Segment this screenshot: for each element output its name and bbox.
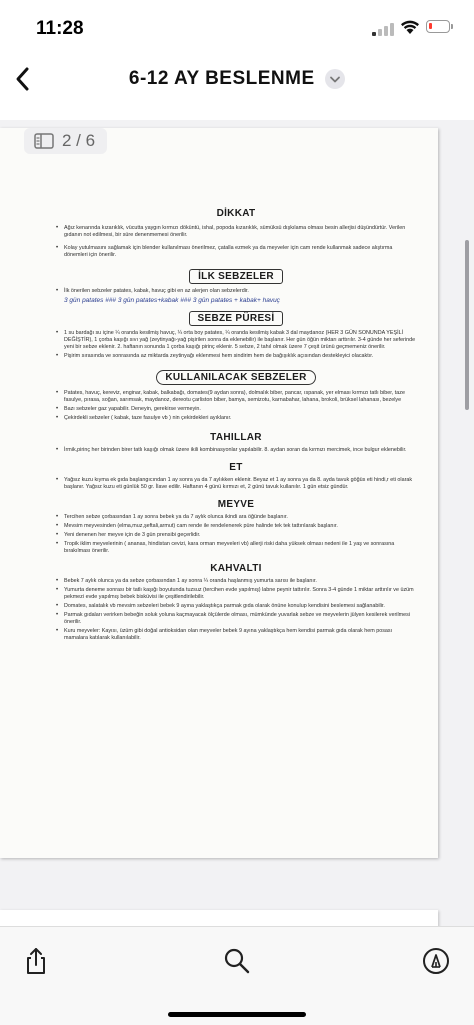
list-item: • Mevsim meyvesinden (elma,muz,şeftali,armut) cam rende ile rendelenerek püre halinde tek tek tattırılarak başlanır.: [56, 523, 416, 530]
page-counter-label: 2 / 6: [62, 131, 96, 150]
list-item: • Bebek 7 aylık olunca ya da sebze çorbasından 1 ay sonra ¼ oranda haşlanmış yumurta sarısı ile başlanır.: [56, 578, 416, 585]
meyve-heading: MEYVE: [217, 499, 255, 510]
list-item: • Ağız kenarında kızarıklık, vücutta yaygın kırmızı döküntü, ishal, popoda kızarıklık, sümüksü dışkılama olması besin allerjisi düşündürtür. Verilen gıdanın not edilmesi, bir süre denenmemesi önerilir.: [56, 225, 416, 239]
document-viewer[interactable]: [0, 120, 474, 926]
tahillar-heading: TAHILLAR: [210, 432, 262, 443]
ilk-sebzeler-heading: İLK SEBZELER: [189, 269, 283, 284]
page-content: [56, 208, 416, 644]
title-menu[interactable]: [0, 68, 474, 90]
handwritten-note: 3 gün patates ### 3 gün patates+kabak ### 3 gün patates + kabak+ havuç: [64, 297, 280, 304]
list-item: • Kuru meyveler: Kayısı, üzüm gibi doğal antioksidan olan meyveler bebek 9 ayına yaklaştıkça hem kendisi parmak gıda olarak hem posası mamalara katılarak kullanılabilir.: [56, 628, 416, 642]
kullanilacak-sebzeler-heading: KULLANILACAK SEBZELER: [156, 370, 315, 385]
list-item: • Domates, salatalık vb mevsim sebzeleri bebek 9 ayına yaklaştıkça parmak gıda olarak önüne konulup kendisini beslemesi sağlanabilir.: [56, 603, 416, 610]
chevron-down-icon[interactable]: [325, 69, 345, 89]
list-item: • Pişirim sırasında ve sonrasında az miktarda zeytinyağı eklenmesi hem sindirim hem de bağışıklık açısından destekleyici olacaktır.: [56, 353, 416, 360]
list-item: • Yumurta deneme sonrası bir tatlı kaşığı boyutunda tuzsuz (tercihen evde yapılmış) labne peynir tattırılır. Sonra 3-4 günde 1 miktar arttırılır ve üzüm pekmezi evde yapılmış bebek bisküvisi ile çeşitlendirilebilir.: [56, 587, 416, 601]
home-indicator[interactable]: [168, 1012, 306, 1017]
list-item: • İrmik,pirinç her birinden birer tatlı kaşığı olmak üzere ikili kombinasyonlar yapılabilir. 8. aydan soran da kırmızı mercimek, ince bulgur eklenebilir.: [56, 447, 416, 454]
page-thumbnails-icon: [34, 133, 54, 149]
kahvalti-heading: KAHVALTI: [210, 563, 262, 574]
et-heading: ET: [229, 462, 243, 473]
markup-pen-icon[interactable]: [422, 947, 450, 975]
status-time: 11:28: [36, 18, 84, 39]
list-item: • Çekirdekli sebzeler ( kabak, taze fasulye vb ) nin çekirdekleri ayıklanır.: [56, 415, 416, 422]
sebze-puresi-heading: SEBZE PÜRESİ: [189, 311, 284, 326]
document-page: [0, 128, 438, 858]
list-item: • Kolay yutulmasını sağlamak için blender kullanılması önerilmez, çatalla ezmek ya da meyveler için cam rende kullanmak sadece alıştırma dönemleri için önerilir.: [56, 245, 416, 259]
search-icon[interactable]: [223, 947, 251, 975]
document-title: 6-12 AY BESLENME: [128, 68, 315, 89]
list-item: • İlk önerilen sebzeler patates, kabak, havuç gibi en az alerjen olan sebzelerdir.: [56, 288, 416, 295]
list-item: • Tropik iklim meyvelerinin ( ananas, hindistan cevizi, kara orman meyveleri vb) allerji riski daha yüksek olması nedeni ile 1 yaş ve sonrasına bırakılması önerilir.: [56, 541, 416, 555]
list-item: • Bazı sebzeler gaz yapabilir. Deneyin, gerekirse vermeyin.: [56, 406, 416, 413]
dikkat-heading: DİKKAT: [216, 208, 256, 219]
list-item: • Parmak gıdaları verirken bebeğin soluk yoluna kaçmayacak ölçülerde olması, mümkünde yuvarlak sebze ve meyvelerin jülyen kesilerek verilmesi önerilir.: [56, 612, 416, 626]
list-item: • Yağsız kuzu kıyma ek gıda başlangıcından 1 ay sonra ya da 7 aylıkken eklenir. Beyaz et 1 ay sonra ya da 8. ayda tavuk göğüs eti hindi,r eti olarak başlanır. Yağsız kuzu eti günlük 50 gr. İlave edilir. Haftanın 4 günü kırmızı et, 2 günü tavuk kullanılır. 1 gün etsiz gündür.: [56, 477, 416, 491]
share-icon[interactable]: [22, 947, 50, 975]
list-item: • Patates, havuç, kereviz, enginar, kabak, balkabağı, domates(9 aydan sonra), dolmalık biber, pancar, ıspanak, yer elması kırmızı tatlı biber, taze fasulye, pırasa, soğan, sarımsak, maydanoz, dereotu çarliston biber, bamya, semizotu, karnabahar, lahana, brokoli, brüksel lahanası, bezelye: [56, 390, 416, 404]
list-item: • 1 su bardağı su içine ¼ oranda kesilmiş havuç, ¼ orta boy patates, ¼ oranda kesilmiş kabak 3 dal maydanoz (HER 3 GÜN SONUNDA YEŞİLİ DEĞİŞTİR), 1 çorba kaşığı sıvı yağ (zeytinyağı-yağ pişirilen sonra da eklenebilir) ile başlanır. Her gün öğün miktarı arttırılır. 3-4 günde her seferinde yeni bir sebze eklenir. 2. haftanın sonunda 1 çorba kaşığı pirinç eklenir. 5 sebze, 2 tahıl olmak üzere 7 çeşit ürünü geçmemeniz önerilir.: [56, 330, 416, 351]
battery-icon: [426, 20, 450, 33]
bottom-toolbar: [0, 926, 474, 1025]
status-bar: [0, 0, 474, 52]
list-item: • Yeni denenen her meyve için de 3 gün prensibi geçerlidir.: [56, 532, 416, 539]
cellular-signal-icon: [372, 22, 394, 36]
navigation-bar: [0, 54, 474, 108]
wifi-icon: [400, 19, 420, 35]
scrollbar[interactable]: [465, 240, 469, 410]
page-counter[interactable]: [24, 128, 107, 154]
list-item: • Tercihen sebze çorbasından 1 ay sonra bebek ya da 7 aylık olunca ikindi ara öğünde başlanır.: [56, 514, 416, 521]
